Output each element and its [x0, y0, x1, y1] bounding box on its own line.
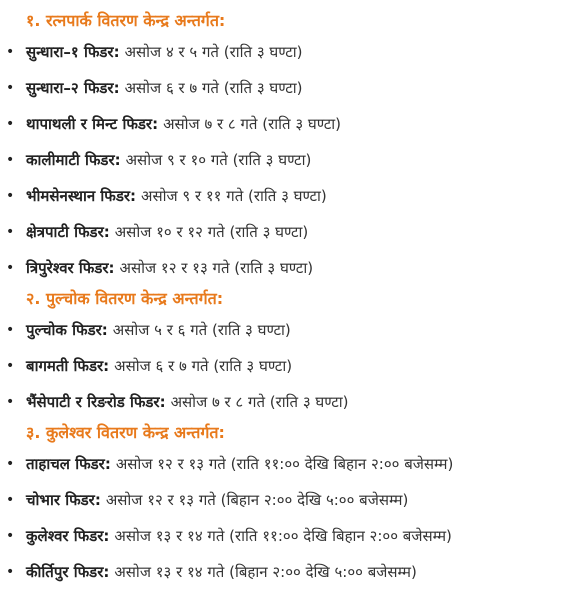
feeder-name: भीमसेनस्थान फिडर: [26, 187, 131, 205]
separator: :: [113, 79, 120, 97]
list-item: [6, 70, 556, 106]
separator: :: [103, 563, 110, 581]
separator: :: [103, 527, 110, 545]
feeder-name: सुन्धारा–१ फिडर: [26, 43, 114, 61]
schedule-text: असोज ९ र १० गते (राति ३ घण्टा): [125, 151, 312, 169]
list-item: [6, 34, 556, 70]
bullet: •: [6, 528, 15, 544]
list-item: [6, 384, 556, 420]
bullet: •: [6, 394, 15, 410]
bullet: •: [6, 492, 15, 508]
schedule-text: असोज ७ र ८ गते (राति ३ घण्टा): [163, 115, 342, 133]
bullet: •: [6, 116, 15, 132]
separator: :: [113, 43, 120, 61]
feeder-name: सुन्धारा–२ फिडर: [26, 79, 114, 97]
list-item: [6, 482, 556, 518]
separator: :: [103, 223, 110, 241]
separator: :: [152, 115, 159, 133]
separator: :: [108, 259, 115, 277]
bullet: •: [6, 358, 15, 374]
feeder-name: क्षेत्रपाटी फिडर: [26, 223, 104, 241]
section-heading: १. रत्नपार्क वितरण केन्द्र अन्तर्गत:: [26, 11, 226, 30]
list-item: [6, 348, 556, 384]
schedule-text: असोज ५ र ६ गते (राति ३ घण्टा): [112, 321, 291, 339]
bullet: •: [6, 188, 15, 204]
list-item: [6, 312, 556, 348]
feeder-name: पुल्चोक फिडर: [26, 321, 102, 339]
bullet: •: [6, 322, 15, 338]
list-item: [6, 142, 556, 178]
feeder-name: बागमती फिडर: [26, 357, 104, 375]
section-heading: ३. कुलेश्वर वितरण केन्द्र अन्तर्गत:: [26, 423, 225, 442]
list-item: [6, 446, 556, 482]
feeder-name: त्रिपुरेश्वर फिडर: [26, 259, 109, 277]
list-item: [6, 250, 556, 286]
feeder-name: भैंसेपाटी र रिङरोड फिडर: [26, 393, 160, 411]
bullet: •: [6, 80, 15, 96]
bullet: •: [6, 564, 15, 580]
schedule-text: असोज ४ र ५ गते (राति ३ घण्टा): [124, 43, 303, 61]
schedule-text: असोज ९ र ११ गते (राति ३ घण्टा): [141, 187, 327, 205]
feeder-name: ताहाचल फिडर: [26, 455, 105, 473]
schedule-text: असोज १२ र १३ गते (राति ३ घण्टा): [119, 259, 314, 277]
bullet: •: [6, 44, 15, 60]
schedule-text: असोज ७ र ८ गते (राति ३ घण्टा): [170, 393, 349, 411]
separator: :: [114, 151, 121, 169]
separator: :: [103, 357, 110, 375]
list-item: [6, 214, 556, 250]
feeder-name: चोभार फिडर: [26, 491, 95, 509]
separator: :: [101, 321, 108, 339]
schedule-text: असोज १२ र १३ गते (बिहान २:०० देखि ५:०० बजेसम्म): [105, 491, 409, 509]
section-heading: २. पुल्चोक वितरण केन्द्र अन्तर्गत:: [26, 289, 224, 308]
separator: :: [159, 393, 166, 411]
feeder-name: कालीमाटी फिडर: [26, 151, 115, 169]
schedule-text: असोज १२ र १३ गते (राति ११:०० देखि बिहान २:०० बजेसम्म): [115, 455, 454, 473]
list-item: [6, 554, 556, 590]
bullet: •: [6, 456, 15, 472]
feeder-name: कीर्तिपुर फिडर: [26, 563, 104, 581]
feeder-name: कुलेश्वर फिडर: [26, 527, 104, 545]
schedule-text: असोज १० र १२ गते (राति ३ घण्टा): [114, 223, 309, 241]
schedule-text: असोज १३ र १४ गते (बिहान २:०० देखि ५:०० बजेसम्म): [114, 563, 417, 581]
list-item: [6, 178, 556, 214]
bullet: •: [6, 224, 15, 240]
bullet: •: [6, 152, 15, 168]
separator: :: [130, 187, 137, 205]
feeder-name: थापाथली र मिन्ट फिडर: [26, 115, 153, 133]
separator: :: [104, 455, 111, 473]
separator: :: [94, 491, 101, 509]
list-item: [6, 518, 556, 554]
schedule-text: असोज ६ र ७ गते (राति ३ घण्टा): [114, 357, 293, 375]
list-item: [6, 106, 556, 142]
bullet: •: [6, 260, 15, 276]
schedule-text: असोज १३ र १४ गते (राति ११:०० देखि बिहान २:०० बजेसम्म): [114, 527, 452, 545]
schedule-text: असोज ६ र ७ गते (राति ३ घण्टा): [124, 79, 303, 97]
